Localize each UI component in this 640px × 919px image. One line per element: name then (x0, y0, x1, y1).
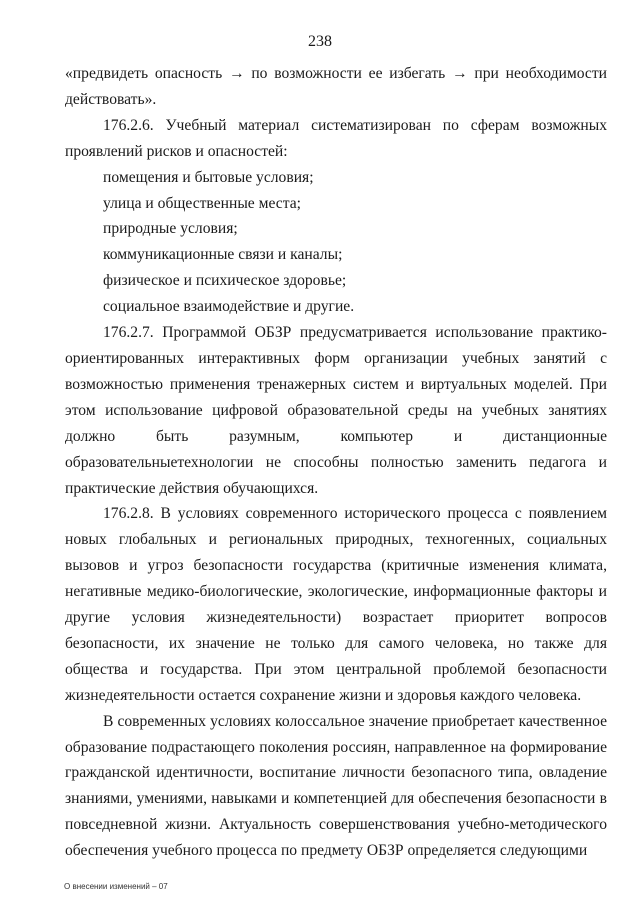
page-number: 238 (308, 33, 332, 50)
list-item: улица и общественные места; (103, 194, 301, 212)
paragraph-176-2-6: 176.2.6. Учебный материал систематизирован по сферам возможных проявлений рисков и опасностей: (65, 116, 607, 160)
paragraph-176-2-7: 176.2.7. Программой ОБЗР предусматривается использование практико-ориентированных интерактивных форм организации учебных занятий с возможностью применения тренажерных систем и виртуальных моделей. При этом использование цифровой образовательной среды на учебных занятиях должно быть разумным, компьютер и дистанционные образовательныетехнологии не способны полностью заменить педагога и практические действия обучающихся. (65, 324, 607, 497)
paragraph-continuation: «предвидеть опасность → по возможности ее избегать → при необходимости действовать». (65, 65, 607, 108)
list-item: социальное взаимодействие и другие. (103, 298, 355, 316)
list-item: помещения и бытовые условия; (103, 168, 314, 186)
document-body (65, 61, 607, 864)
paragraph-modern-conditions: В современных условиях колоссальное значение приобретает качественное образование подрастающего поколения россиян, направленное на формирование гражданской идентичности, воспитание личности безопасного типа, овладение знаниями, умениями, навыками и компетенцией для обеспечения безопасности в повседневной жизни. Актуальность совершенствования учебно-методического обеспечения учебного процесса по предмету ОБЗР определяется следующими (65, 712, 607, 860)
risk-spheres-list (65, 165, 607, 320)
footer-note: О внесении изменений – 07 (64, 882, 168, 891)
paragraph-176-2-8: 176.2.8. В условиях современного исторического процесса с появлением новых глобальных и региональных природных, техногенных, социальных вызовов и угроз безопасности государства (критичные изменения климата, негативные медико-биологические, экологические, информационные факторы и другие условия жизнедеятельности) возрастает приоритет вопросов безопасности, их значение не только для самого человека, но также для общества и государства. При этом центральной проблемой безопасности жизнедеятельности остается сохранение жизни и здоровья каждого человека. (65, 505, 607, 704)
list-item: коммуникационные связи и каналы; (103, 246, 343, 264)
list-item: природные условия; (103, 220, 238, 238)
list-item: физическое и психическое здоровье; (103, 272, 347, 290)
